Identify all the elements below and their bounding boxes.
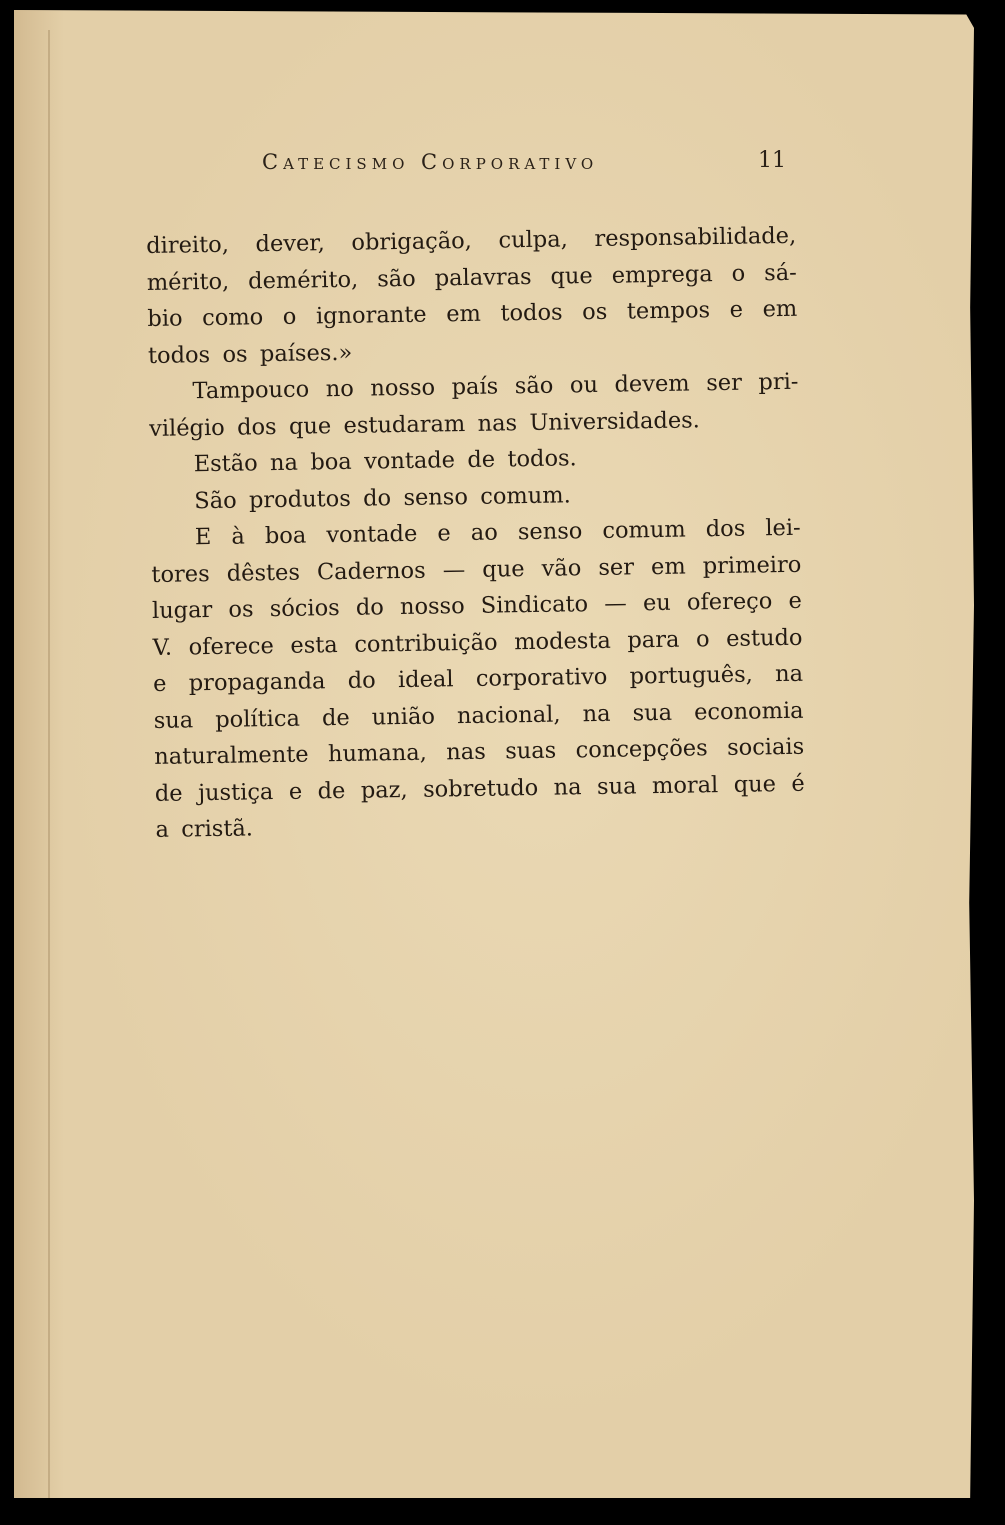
word: concepções — [575, 735, 708, 764]
word: eu — [642, 589, 671, 617]
word: na — [269, 449, 299, 477]
word: ou — [569, 371, 599, 399]
word: propaganda — [188, 668, 326, 697]
word: lei- — [765, 514, 801, 542]
word: obrigação, — [351, 227, 473, 256]
word: o — [731, 260, 746, 287]
word: de — [321, 704, 350, 731]
word: a — [155, 816, 170, 843]
word: — — [442, 556, 466, 583]
word: e — [729, 296, 744, 323]
word: é — [791, 770, 805, 797]
word: nas — [477, 409, 518, 437]
word: comum — [602, 516, 686, 544]
word: ignorante — [315, 301, 427, 330]
word: dever, — [255, 230, 325, 258]
word: justiça — [197, 778, 274, 806]
word: em — [446, 300, 482, 328]
word: lugar — [151, 597, 213, 624]
word: V. — [152, 634, 173, 661]
word: vontade — [326, 520, 418, 549]
word: Sindicato — [480, 591, 589, 619]
word: sua — [153, 706, 194, 734]
word: mérito, — [146, 268, 230, 296]
word: todos — [147, 341, 211, 369]
word: direito, — [146, 231, 230, 259]
word: — — [604, 590, 627, 617]
word: tores — [151, 560, 210, 588]
word: que — [482, 555, 525, 583]
word: em — [762, 295, 798, 323]
word: senso — [517, 518, 583, 546]
word: são — [514, 372, 554, 400]
word: do — [355, 594, 385, 621]
word: países.» — [259, 339, 353, 367]
word: Universidades. — [529, 406, 701, 436]
word: dêstes — [226, 559, 301, 587]
word: dos — [705, 515, 746, 543]
word: E — [194, 524, 212, 551]
word: contribuição — [354, 629, 498, 658]
word: sócios — [269, 595, 340, 623]
word: primeiro — [702, 551, 802, 579]
word: no — [325, 375, 355, 403]
word: vontade — [363, 447, 456, 475]
word: tempos — [626, 297, 711, 325]
word: Tampouco — [192, 376, 310, 405]
word: vilégio — [148, 414, 225, 442]
word: pri- — [758, 368, 799, 396]
word: do — [362, 484, 392, 512]
word: vão — [541, 554, 582, 582]
word: de — [317, 777, 346, 804]
word: bio — [147, 305, 183, 332]
word: os — [581, 298, 608, 326]
word: os — [228, 596, 254, 623]
word: boa — [264, 522, 307, 550]
word: humana, — [327, 739, 428, 768]
word: São — [194, 487, 237, 514]
word: os — [222, 340, 248, 368]
word: modesta — [513, 627, 612, 655]
word: nosso — [370, 374, 436, 402]
word: senso — [403, 483, 469, 511]
word: ideal — [397, 666, 454, 694]
word: economia — [693, 697, 804, 725]
word: Estão — [193, 450, 258, 478]
word: país — [451, 373, 499, 401]
word: sua — [596, 772, 637, 800]
word: sá- — [763, 259, 797, 286]
word: Cadernos — [316, 557, 426, 585]
word: estudo — [725, 624, 803, 652]
word: culpa, — [498, 226, 568, 254]
word: palavras — [434, 263, 532, 291]
running-title: Catecismo Corporativo — [262, 150, 599, 174]
word: nas — [446, 738, 486, 766]
word: cristã. — [181, 815, 254, 843]
word: e — [437, 520, 451, 547]
word: que — [550, 262, 593, 290]
word: ser — [598, 553, 635, 581]
word: e — [788, 587, 803, 614]
word: política — [215, 705, 301, 733]
word: sua — [632, 699, 673, 726]
word: estudaram — [343, 410, 466, 439]
word: que — [288, 412, 332, 440]
word: boa — [310, 448, 352, 476]
word: e — [152, 670, 167, 697]
word: que — [733, 770, 777, 798]
word: de — [467, 446, 496, 473]
word: na — [553, 773, 582, 801]
word: do — [347, 667, 376, 694]
word: o — [282, 303, 297, 330]
word: o — [695, 625, 710, 652]
word: de — [154, 779, 183, 807]
word: sobretudo — [422, 774, 539, 803]
word: ao — [470, 519, 498, 546]
word: são — [376, 265, 416, 292]
word: união — [371, 703, 436, 731]
word: ser — [706, 369, 743, 397]
word: corporativo — [475, 663, 608, 692]
word: devem — [614, 370, 690, 398]
word: para — [627, 626, 680, 653]
word: português, — [629, 661, 754, 690]
word: e — [288, 778, 303, 805]
spine-shadow — [48, 30, 50, 1500]
word: comum. — [480, 481, 571, 510]
word: todos — [500, 299, 563, 327]
word: na — [774, 660, 804, 688]
word: como — [201, 304, 264, 332]
word: todos. — [507, 445, 577, 473]
word: produtos — [248, 485, 351, 513]
word: em — [650, 553, 686, 580]
word: na — [582, 700, 611, 727]
word: sociais — [726, 733, 805, 761]
word: nosso — [399, 593, 465, 621]
word: dos — [236, 413, 277, 441]
word: demérito, — [247, 266, 359, 294]
body-text — [146, 218, 806, 849]
word: responsabilidade, — [594, 222, 797, 252]
word: naturalmente — [154, 741, 309, 770]
word: oferece — [188, 632, 275, 660]
word: nacional, — [456, 701, 561, 729]
word: moral — [651, 771, 719, 799]
word: ofereço — [686, 588, 773, 616]
word: emprega — [611, 260, 713, 289]
word: paz, — [360, 776, 408, 804]
word: esta — [290, 631, 338, 659]
word: à — [231, 523, 246, 550]
page-number: 11 — [758, 148, 786, 173]
word: suas — [505, 737, 557, 765]
